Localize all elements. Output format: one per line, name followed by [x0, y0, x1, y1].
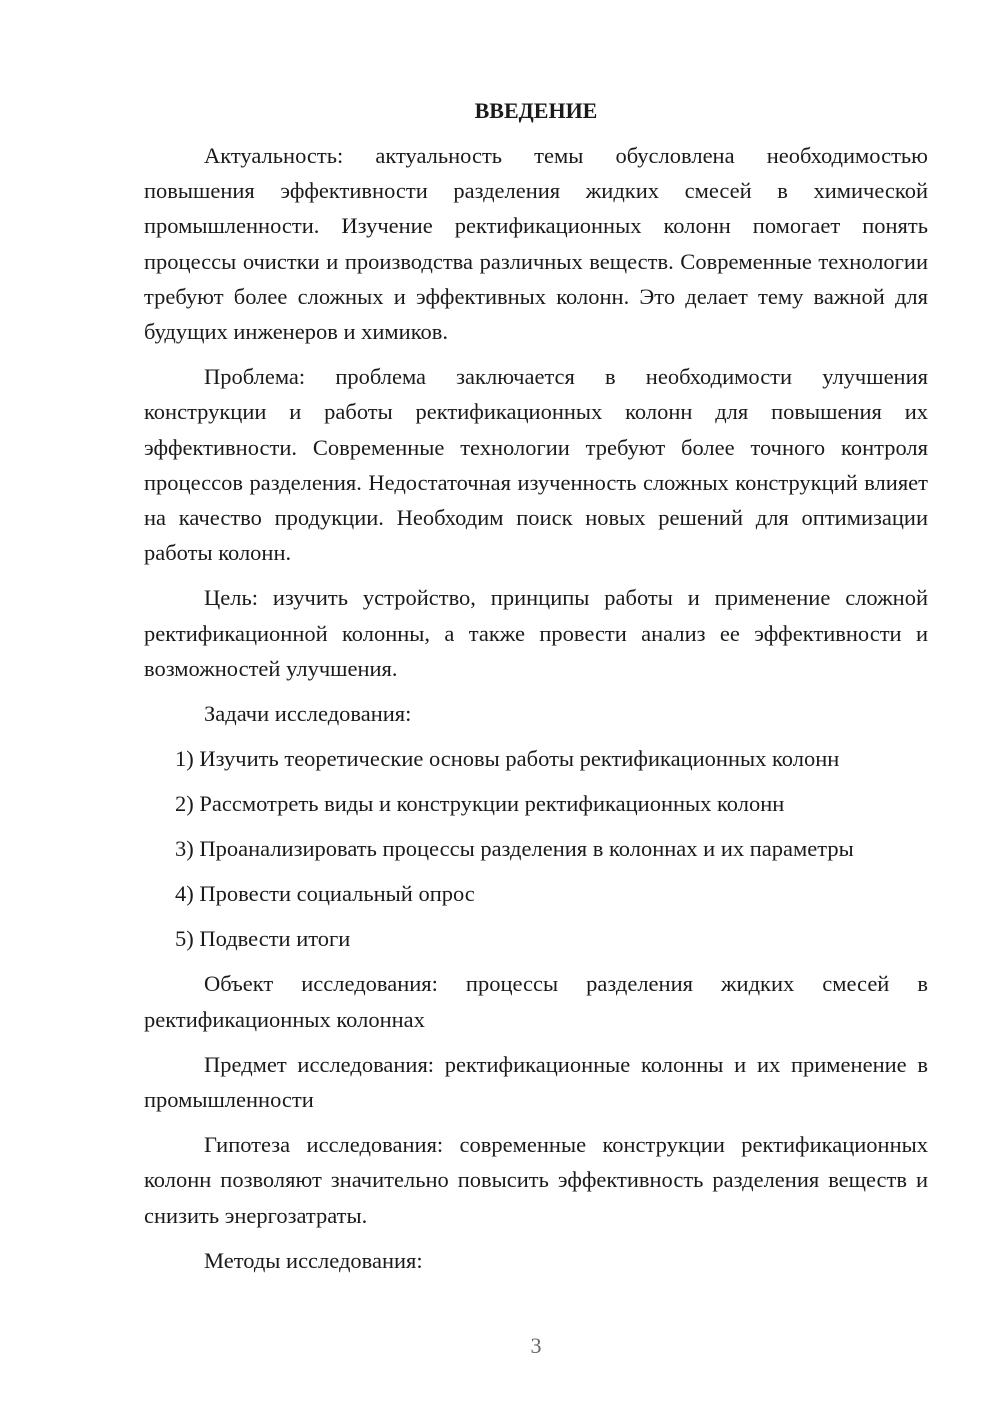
list-item: 2) Рассмотреть виды и конструкции ректификационных колонн: [175, 791, 785, 817]
tasks-label: Задачи исследования:: [204, 701, 412, 727]
document-title: ВВЕДЕНИЕ: [474, 98, 598, 123]
goal-paragraph: Цель: изучить устройство, принципы работы и применение сложной ректификационной колонны, а также провести анализ ее эффективности и возможностей улучшения.: [144, 585, 928, 681]
methods-label: Методы исследования:: [204, 1247, 423, 1273]
object-paragraph: Объект исследования: процессы разделения жидких смесей в ректификационных колоннах: [144, 971, 928, 1032]
list-item: 5) Подвести итоги: [175, 926, 351, 952]
document-page: [144, 96, 928, 1288]
task-list: [144, 741, 928, 956]
page-number: 3: [530, 1333, 542, 1358]
problem-paragraph: Проблема: проблема заключается в необходимости улучшения конструкции и работы ректификационных колонн для повышения их эффективности. Современные технологии требуют более точного контроля процессов разделения. Недостаточная изученность сложных конструкций влияет на качество продукции. Необходим поиск новых решений для оптимизации работы колонн.: [144, 364, 928, 566]
list-item: 3) Проанализировать процессы разделения в колоннах и их параметры: [175, 836, 854, 862]
list-item: 1) Изучить теоретические основы работы ректификационных колонн: [175, 746, 840, 772]
subject-paragraph: Предмет исследования: ректификационные колонны и их применение в промышленности: [144, 1051, 928, 1113]
relevance-paragraph: Актуальность: актуальность темы обусловлена необходимостью повышения эффективности разделения жидких смесей в химической промышленности. Изучение ректификационных колонн помогает понять процессы очистки и производства различных веществ. Современные технологии требуют более сложных и эффективных колонн. Это делает тему важной для будущих инженеров и химиков.: [144, 143, 928, 345]
list-item: 4) Провести социальный опрос: [175, 881, 475, 907]
hypothesis-paragraph: Гипотеза исследования: современные конструкции ректификационных колонн позволяют значительно повысить эффективность разделения веществ и снизить энергозатраты.: [144, 1132, 928, 1228]
